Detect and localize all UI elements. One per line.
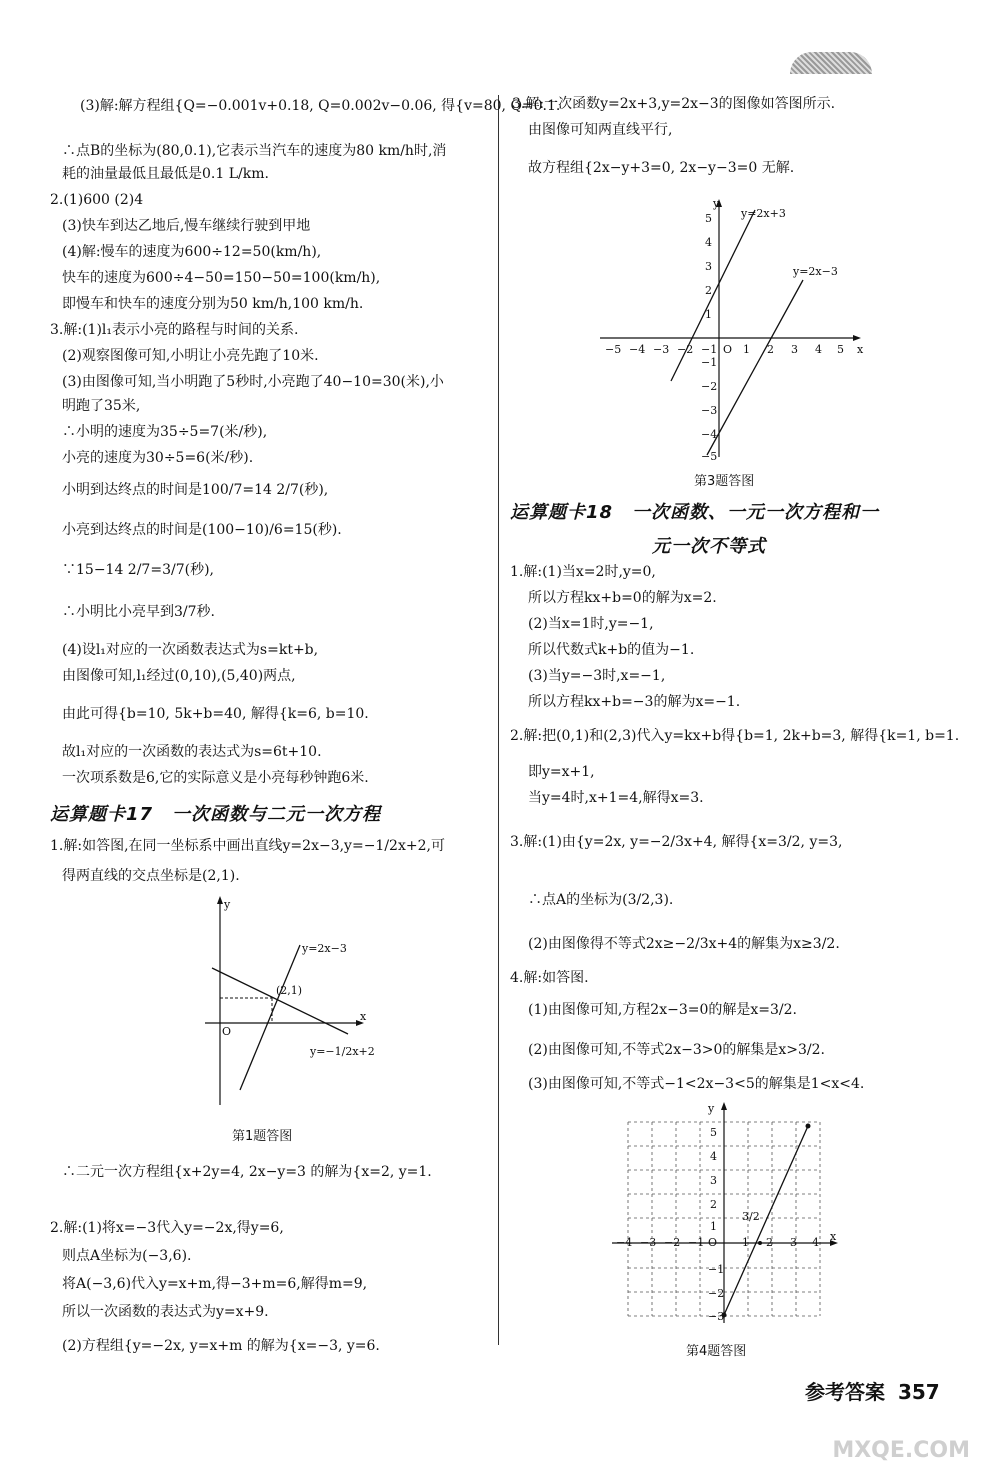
line-2x-3	[240, 945, 303, 1090]
fig3-line1-label: y=2x+3	[741, 207, 786, 220]
fig1-line2-label: y=−1/2x+2	[310, 1045, 375, 1058]
y-arrow-icon	[217, 896, 223, 904]
text-line: (3)由图像可知,不等式−1<2x−3<5的解集是1<x<4.	[528, 1076, 865, 1092]
figure-1	[200, 890, 400, 1115]
tick: 4	[812, 1236, 819, 1249]
text-line: ∵15−14 2/7=3/7(秒),	[62, 562, 214, 578]
column-divider	[498, 95, 499, 1345]
figure-3	[595, 195, 870, 465]
text-line: 小明到达终点的时间是100/7=14 2/7(秒),	[62, 482, 329, 498]
tick: 3	[710, 1174, 717, 1187]
text-line: 明跑了35米,	[62, 398, 141, 414]
text-line: (3)解:解方程组{Q=−0.001v+0.18, Q=0.002v−0.06, 得{v=80, Q=0.1.	[80, 98, 561, 114]
tick: −4	[701, 428, 718, 441]
tick: −2	[701, 380, 718, 393]
text-line: (2)由图像得不等式2x≥−2/3x+4的解集为x≥3/2.	[528, 936, 840, 952]
fig3-origin-label: O	[723, 343, 733, 356]
endpoint	[806, 1124, 811, 1129]
text-line: 2.解:(1)将x=−3代入y=−2x,得y=6,	[50, 1220, 284, 1236]
fig1-line1-label: y=2x−3	[302, 942, 347, 955]
fig3-y-label: y	[713, 197, 720, 210]
page-number: 357	[897, 1380, 940, 1404]
section-title-17: 运算题卡17 一次函数与二元一次方程	[50, 804, 382, 825]
text-line: 2.解:把(0,1)和(2,3)代入y=kx+b得{b=1, 2k+b=3, 解得{k=1, b=1.	[510, 728, 960, 744]
y-arrow-icon	[721, 1102, 727, 1110]
text-line: 2.(1)600 (2)4	[50, 192, 144, 208]
text-line: 1.解:如答图,在同一坐标系中画出直线y=2x−3,y=−1/2x+2,可	[50, 838, 445, 854]
tick: 2	[767, 343, 774, 356]
tick: 2	[766, 1236, 773, 1249]
tick: −5	[605, 343, 622, 356]
line-2x-3	[707, 280, 803, 455]
tick: −4	[629, 343, 646, 356]
text-line: ∴点B的坐标为(80,0.1),它表示当汽车的速度为80 km/h时,消	[62, 143, 447, 159]
page-footer	[805, 1376, 940, 1405]
text-line: 一次项系数是6,它的实际意义是小亮每秒钟跑6米.	[62, 770, 369, 786]
footer-label: 参考答案	[805, 1380, 885, 1404]
fig4-y-label: y	[708, 1102, 715, 1115]
fig1-point-label: (2,1)	[276, 984, 303, 997]
tick: −3	[640, 1236, 657, 1249]
tick: −4	[616, 1236, 633, 1249]
text-line: 所以方程kx+b=−3的解为x=−1.	[528, 694, 741, 710]
text-line: 3.解:(1)l₁表示小亮的路程与时间的关系.	[50, 322, 299, 338]
text-line: (3)由图像可知,当小明跑了5秒时,小亮跑了40−10=30(米),小	[62, 374, 444, 390]
text-line: 故l₁对应的一次函数的表达式为s=6t+10.	[62, 744, 322, 760]
fig4-point-label: 3/2	[742, 1210, 760, 1223]
text-line: 所以代数式k+b的值为−1.	[528, 642, 695, 658]
fig4-x-label: x	[830, 1230, 837, 1243]
text-line: ∴二元一次方程组{x+2y=4, 2x−y=3 的解为{x=2, y=1.	[62, 1164, 432, 1180]
x-arrow-icon	[853, 335, 861, 341]
tick: 2	[705, 284, 712, 297]
text-line: (2)当x=1时,y=−1,	[528, 616, 654, 632]
tick: 1	[705, 308, 712, 321]
tick: 5	[705, 212, 712, 225]
tick: −1	[708, 1263, 725, 1276]
root-point	[758, 1241, 762, 1245]
tick: −2	[664, 1236, 681, 1249]
tick: 3	[790, 1236, 797, 1249]
fig3-line2-label: y=2x−3	[793, 265, 838, 278]
tick: 1	[710, 1220, 717, 1233]
text-line: 3.解:(1)由{y=2x, y=−2/3x+4, 解得{x=3/2, y=3,	[510, 834, 843, 850]
text-line: 所以一次函数的表达式为y=x+9.	[62, 1304, 269, 1320]
tick: −1	[701, 343, 718, 356]
text-line: 小亮到达终点的时间是(100−10)/6=15(秒).	[62, 522, 342, 538]
text-line: 所以方程kx+b=0的解为x=2.	[528, 590, 717, 606]
text-line: (2)观察图像可知,小明让小亮先跑了10米.	[62, 348, 319, 364]
figure-4	[608, 1098, 848, 1334]
tick: 3	[791, 343, 798, 356]
text-line: ∴小明的速度为35÷5=7(米/秒),	[62, 424, 268, 440]
tick: 4	[705, 236, 712, 249]
text-line: 由图像可知两直线平行,	[528, 122, 673, 138]
tick: 3	[705, 260, 712, 273]
text-line: 由此可得{b=10, 5k+b=40, 解得{k=6, b=10.	[62, 706, 369, 722]
figure-4-caption: 第4题答图	[686, 1344, 747, 1359]
tick: −3	[653, 343, 670, 356]
tick: 1	[742, 1236, 749, 1249]
text-line: (1)由图像可知,方程2x−3=0的解是x=3/2.	[528, 1002, 797, 1018]
tick: −2	[708, 1287, 725, 1300]
text-line: ∴点A的坐标为(3/2,3).	[528, 892, 674, 908]
text-line: (2)方程组{y=−2x, y=x+m 的解为{x=−3, y=6.	[62, 1338, 380, 1354]
corner-decoration	[790, 52, 872, 74]
text-line: (4)设l₁对应的一次函数表达式为s=kt+b,	[62, 642, 319, 658]
text-line: 当y=4时,x+1=4,解得x=3.	[528, 790, 704, 806]
tick: −2	[677, 343, 694, 356]
text-line: (4)解:慢车的速度为600÷12=50(km/h),	[62, 244, 322, 260]
tick: 2	[710, 1198, 717, 1211]
tick: 1	[743, 343, 750, 356]
tick: 4	[710, 1150, 717, 1163]
fig1-y-label: y	[224, 898, 231, 911]
text-line: 故方程组{2x−y+3=0, 2x−y−3=0 无解.	[528, 160, 795, 176]
fig3-x-label: x	[857, 343, 864, 356]
text-line: 1.解:(1)当x=2时,y=0,	[510, 564, 656, 580]
text-line: (2)由图像可知,不等式2x−3>0的解集是x>3/2.	[528, 1042, 825, 1058]
text-line: (3)当y=−3时,x=−1,	[528, 668, 666, 684]
tick: 5	[837, 343, 844, 356]
text-line: 即y=x+1,	[528, 764, 595, 780]
text-line: ∴小明比小亮早到3/7秒.	[62, 604, 215, 620]
tick: 4	[815, 343, 822, 356]
tick: 5	[710, 1126, 717, 1139]
text-line: 4.解:如答图.	[510, 970, 589, 986]
section-title-18b: 元一次不等式	[652, 536, 766, 557]
line-half	[212, 968, 348, 1034]
fig1-x-label: x	[360, 1010, 367, 1023]
text-line: 耗的油量最低且最低是0.1 L/km.	[62, 166, 269, 182]
text-line: 快车的速度为600÷4−50=150−50=100(km/h),	[62, 270, 381, 286]
tick: −3	[708, 1310, 725, 1323]
fig4-origin-label: O	[708, 1236, 718, 1249]
tick: −1	[701, 356, 718, 369]
text-line: 3.解:一次函数y=2x+3,y=2x−3的图像如答图所示.	[512, 96, 836, 112]
figure-1-caption: 第1题答图	[232, 1129, 293, 1144]
tick: −5	[701, 450, 718, 463]
text-line: 得两直线的交点坐标是(2,1).	[62, 868, 240, 884]
tick: −3	[701, 404, 718, 417]
figure-3-caption: 第3题答图	[694, 474, 755, 489]
section-title-18a: 运算题卡18 一次函数、一元一次方程和一	[510, 502, 880, 523]
text-line: 由图像可知,l₁经过(0,10),(5,40)两点,	[62, 668, 296, 684]
text-line: 小亮的速度为30÷5=6(米/秒).	[62, 450, 254, 466]
y-tick-labels	[708, 1126, 724, 1323]
text-line: 即慢车和快车的速度分别为50 km/h,100 km/h.	[62, 296, 364, 312]
tick: −1	[688, 1236, 705, 1249]
fig1-origin-label: O	[222, 1025, 232, 1038]
text-line: 将A(−3,6)代入y=x+m,得−3+m=6,解得m=9,	[62, 1276, 368, 1292]
text-line: (3)快车到达乙地后,慢车继续行驶到甲地	[62, 218, 311, 234]
text-line: 则点A坐标为(−3,6).	[62, 1248, 192, 1264]
line-2x-3	[724, 1126, 808, 1315]
watermark: MXQE.COM	[832, 1438, 970, 1463]
